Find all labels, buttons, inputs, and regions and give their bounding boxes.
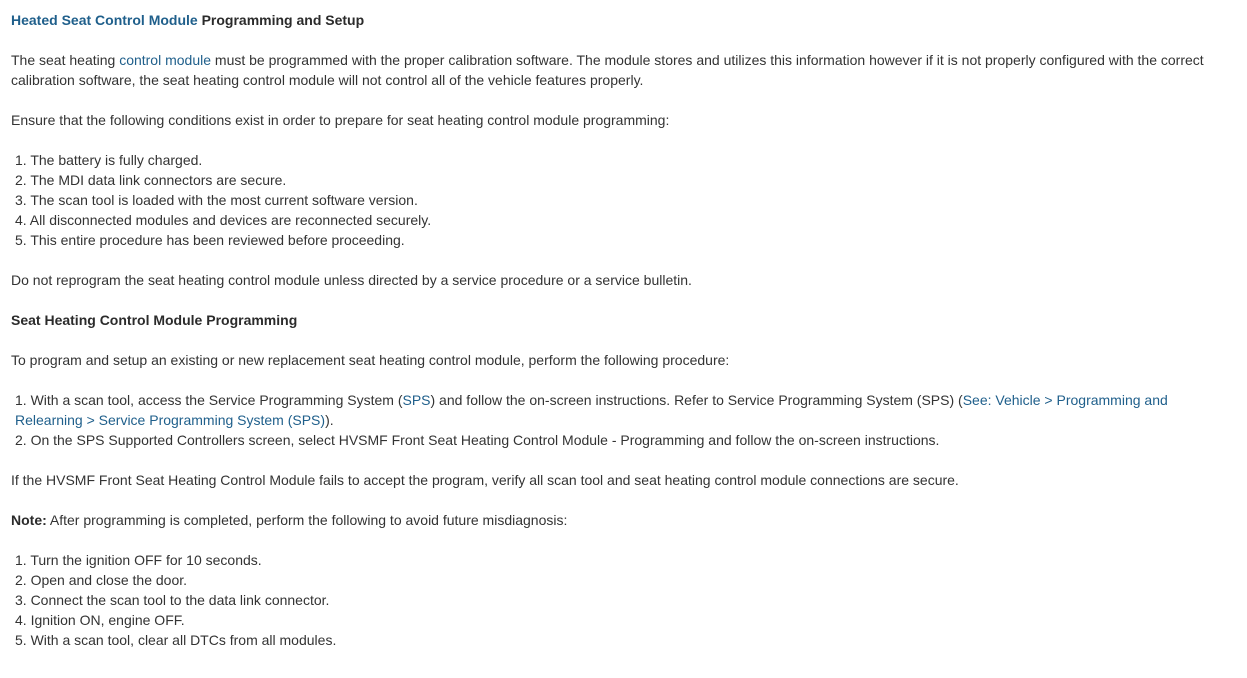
list-item: 2. The MDI data link connectors are secure. bbox=[15, 172, 287, 188]
step1-text-c: ). bbox=[325, 412, 334, 428]
failure-note: If the HVSMF Front Seat Heating Control Module fails to accept the program, verify all scan tool and seat heating control module connections are secure. bbox=[11, 472, 959, 488]
list-item: 2. Open and close the door. bbox=[15, 572, 188, 588]
procedure-step-2: 2. On the SPS Supported Controllers screen, select HVSMF Front Seat Heating Control Module - Programming and follow the on-screen instructions. bbox=[15, 432, 940, 448]
list-item: 1. Turn the ignition OFF for 10 seconds. bbox=[15, 552, 262, 568]
procedure-list bbox=[11, 390, 1236, 450]
sps-reference-link[interactable]: See: Vehicle > Programming and Relearning > Service Programming System (SPS) bbox=[15, 392, 1168, 428]
intro-text-after: must be programmed with the proper calibration software. The module stores and utilizes this information however if it is not properly configured with the correct calibration software, the seat heating control module will not control all of the vehicle features properly. bbox=[11, 52, 1204, 88]
note-paragraph bbox=[11, 510, 1236, 530]
warning-paragraph: Do not reprogram the seat heating control module unless directed by a service procedure or a service bulletin. bbox=[11, 272, 692, 288]
list-item: 5. With a scan tool, clear all DTCs from all modules. bbox=[15, 632, 337, 648]
post-programming-list bbox=[11, 550, 1236, 650]
conditions-intro: Ensure that the following conditions exist in order to prepare for seat heating control module programming: bbox=[11, 112, 670, 128]
step1-text-b: ) and follow the on-screen instructions. Refer to Service Programming System (SPS) ( bbox=[430, 392, 963, 408]
note-text: After programming is completed, perform the following to avoid future misdiagnosis: bbox=[46, 512, 568, 528]
list-item: 3. Connect the scan tool to the data link connector. bbox=[15, 592, 330, 608]
procedure-step-1 bbox=[11, 390, 1236, 430]
step1-text-a: 1. With a scan tool, access the Service Programming System ( bbox=[15, 392, 403, 408]
intro-paragraph bbox=[11, 50, 1236, 90]
list-item: 1. The battery is fully charged. bbox=[15, 152, 203, 168]
list-item: 5. This entire procedure has been reviewed before proceeding. bbox=[15, 232, 405, 248]
intro-text-before: The seat heating bbox=[11, 52, 120, 68]
list-item: 4. Ignition ON, engine OFF. bbox=[15, 612, 185, 628]
sps-link[interactable]: SPS bbox=[402, 392, 431, 408]
conditions-list bbox=[11, 150, 1236, 250]
list-item: 4. All disconnected modules and devices are reconnected securely. bbox=[15, 212, 432, 228]
page-title bbox=[11, 10, 1236, 30]
control-module-link[interactable]: control module bbox=[119, 52, 212, 68]
list-item: 3. The scan tool is loaded with the most current software version. bbox=[15, 192, 418, 208]
section-heading: Seat Heating Control Module Programming bbox=[11, 312, 298, 328]
title-link-heated-seat-control-module[interactable]: Heated Seat Control Module bbox=[11, 12, 198, 28]
title-text: Programming and Setup bbox=[197, 12, 365, 28]
note-label: Note: bbox=[11, 512, 47, 528]
procedure-intro: To program and setup an existing or new replacement seat heating control module, perform the following procedure: bbox=[11, 352, 730, 368]
